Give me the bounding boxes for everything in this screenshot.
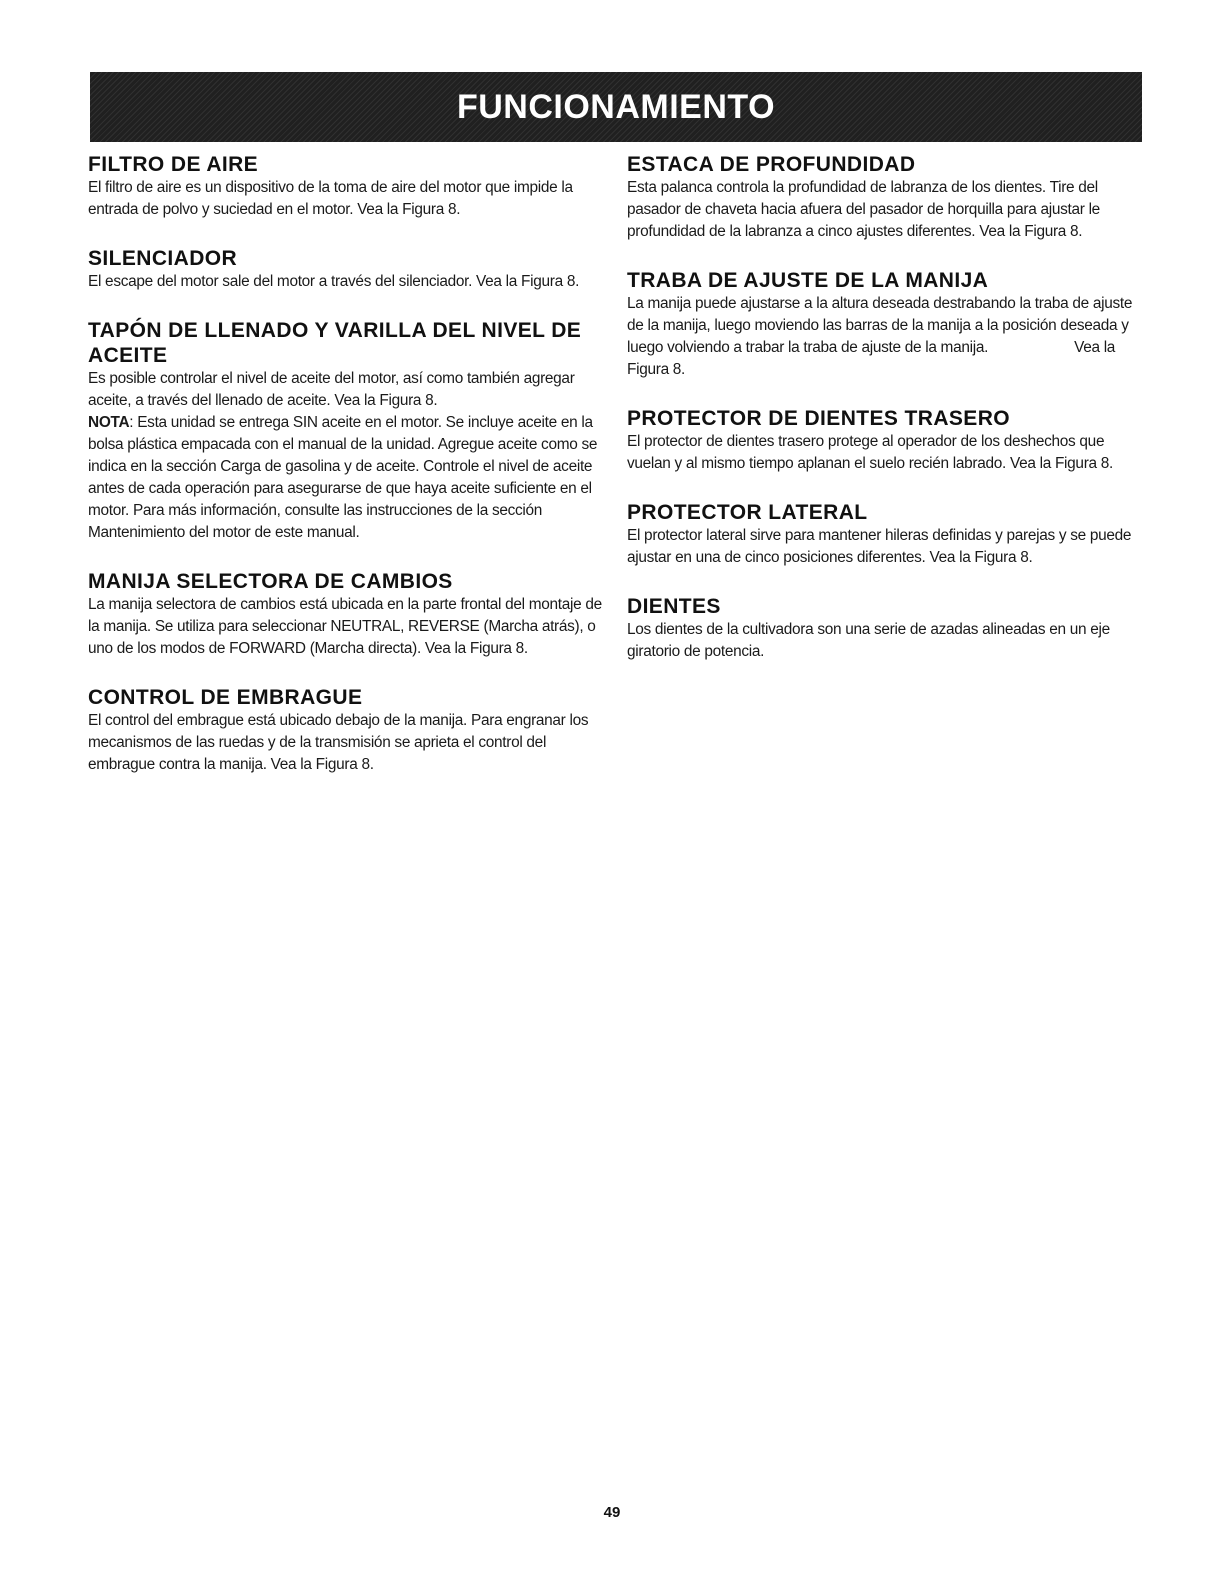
note-label: NOTA (88, 414, 130, 431)
section-body: El escape del motor sale del motor a través del silenciador. Vea la Figura 8. (88, 273, 580, 290)
section-traba-de-ajuste (627, 268, 1147, 381)
section-heading: FILTRO DE AIRE (88, 153, 259, 176)
section-dientes (627, 594, 1147, 663)
section-heading: DIENTES (627, 595, 721, 618)
section-protector-de-dientes-trasero (627, 406, 1147, 475)
note-body: : Esta unidad se entrega SIN aceite en el motor. Se incluye aceite en la bolsa plástica empacada con el manual de la unidad. Agregue aceite como se indica en la sección Carga de gasolina y de aceite. Controle el nivel de aceite antes de cada operación para asegurarse de que haya aceite suficiente en el motor. Para más información, consulte las instrucciones de la sección Mantenimiento del motor de este manual. (88, 414, 598, 541)
section-body: Esta palanca controla la profundidad de labranza de los dientes. Tire del pasador de chaveta hacia afuera del pasador de horquilla para ajustar le profundidad de la labranza a cinco ajustes diferentes. Vea la Figura 8. (627, 179, 1100, 240)
section-tapon-de-llenado (88, 318, 608, 544)
section-body: Es posible controlar el nivel de aceite del motor, así como también agregar aceite, a través del llenado de aceite. Vea la Figura 8. (88, 370, 575, 409)
section-heading: TAPÓN DE LLENADO Y VARILLA DEL NIVEL DE ACEITE (88, 319, 582, 367)
section-estaca-de-profundidad (627, 152, 1147, 243)
section-body: El protector de dientes trasero protege al operador de los deshechos que vuelan y al mismo tiempo aplanan el suelo recién labrado. Vea la Figura 8. (627, 433, 1113, 472)
left-column (88, 152, 608, 801)
section-silenciador (88, 246, 608, 293)
section-heading: CONTROL DE EMBRAGUE (88, 686, 363, 709)
section-protector-lateral (627, 500, 1147, 569)
section-control-de-embrague (88, 685, 608, 776)
section-filtro-de-aire (88, 152, 608, 221)
section-body: Los dientes de la cultivadora son una serie de azadas alineadas en un eje giratorio de potencia. (627, 621, 1110, 660)
section-body: El control del embrague está ubicado debajo de la manija. Para engranar los mecanismos de las ruedas y de la transmisión se aprieta el control del embrague contra la manija. Vea la Figura 8. (88, 712, 589, 773)
section-body-paragraph (627, 293, 1147, 381)
page-title: FUNCIONAMIENTO (456, 87, 776, 126)
section-body: El filtro de aire es un dispositivo de la toma de aire del motor que impide la entrada de polvo y suciedad en el motor. Vea la Figura 8. (88, 179, 573, 218)
section-banner (90, 72, 1142, 142)
note-paragraph (88, 412, 608, 544)
section-heading: ESTACA DE PROFUNDIDAD (627, 153, 916, 176)
section-body: La manija selectora de cambios está ubicada en la parte frontal del montaje de la manija. Se utiliza para seleccionar NEUTRAL, REVERSE (Marcha atrás), o uno de los modos de FORWARD (Marcha directa). Vea la Figura 8. (88, 596, 602, 657)
section-heading: MANIJA SELECTORA DE CAMBIOS (88, 570, 453, 593)
section-manija-selectora (88, 569, 608, 660)
section-heading: PROTECTOR DE DIENTES TRASERO (627, 407, 1011, 430)
section-heading: TRABA DE AJUSTE DE LA MANIJA (627, 269, 989, 292)
right-column (627, 152, 1147, 688)
page-number: 49 (603, 1504, 621, 1521)
section-body: El protector lateral sirve para mantener hileras definidas y parejas y se puede ajustar en una de cinco posiciones diferentes. Vea la Figura 8. (627, 527, 1132, 566)
section-heading: PROTECTOR LATERAL (627, 501, 868, 524)
section-heading: SILENCIADOR (88, 247, 238, 270)
section-body-tail: Vea la Figura 8. (627, 339, 1116, 378)
section-body: La manija puede ajustarse a la altura deseada destrabando la traba de ajuste de la manija, luego moviendo las barras de la manija a la posición deseada y luego volviendo a trabar la traba de ajuste de la manija. (627, 295, 1133, 356)
